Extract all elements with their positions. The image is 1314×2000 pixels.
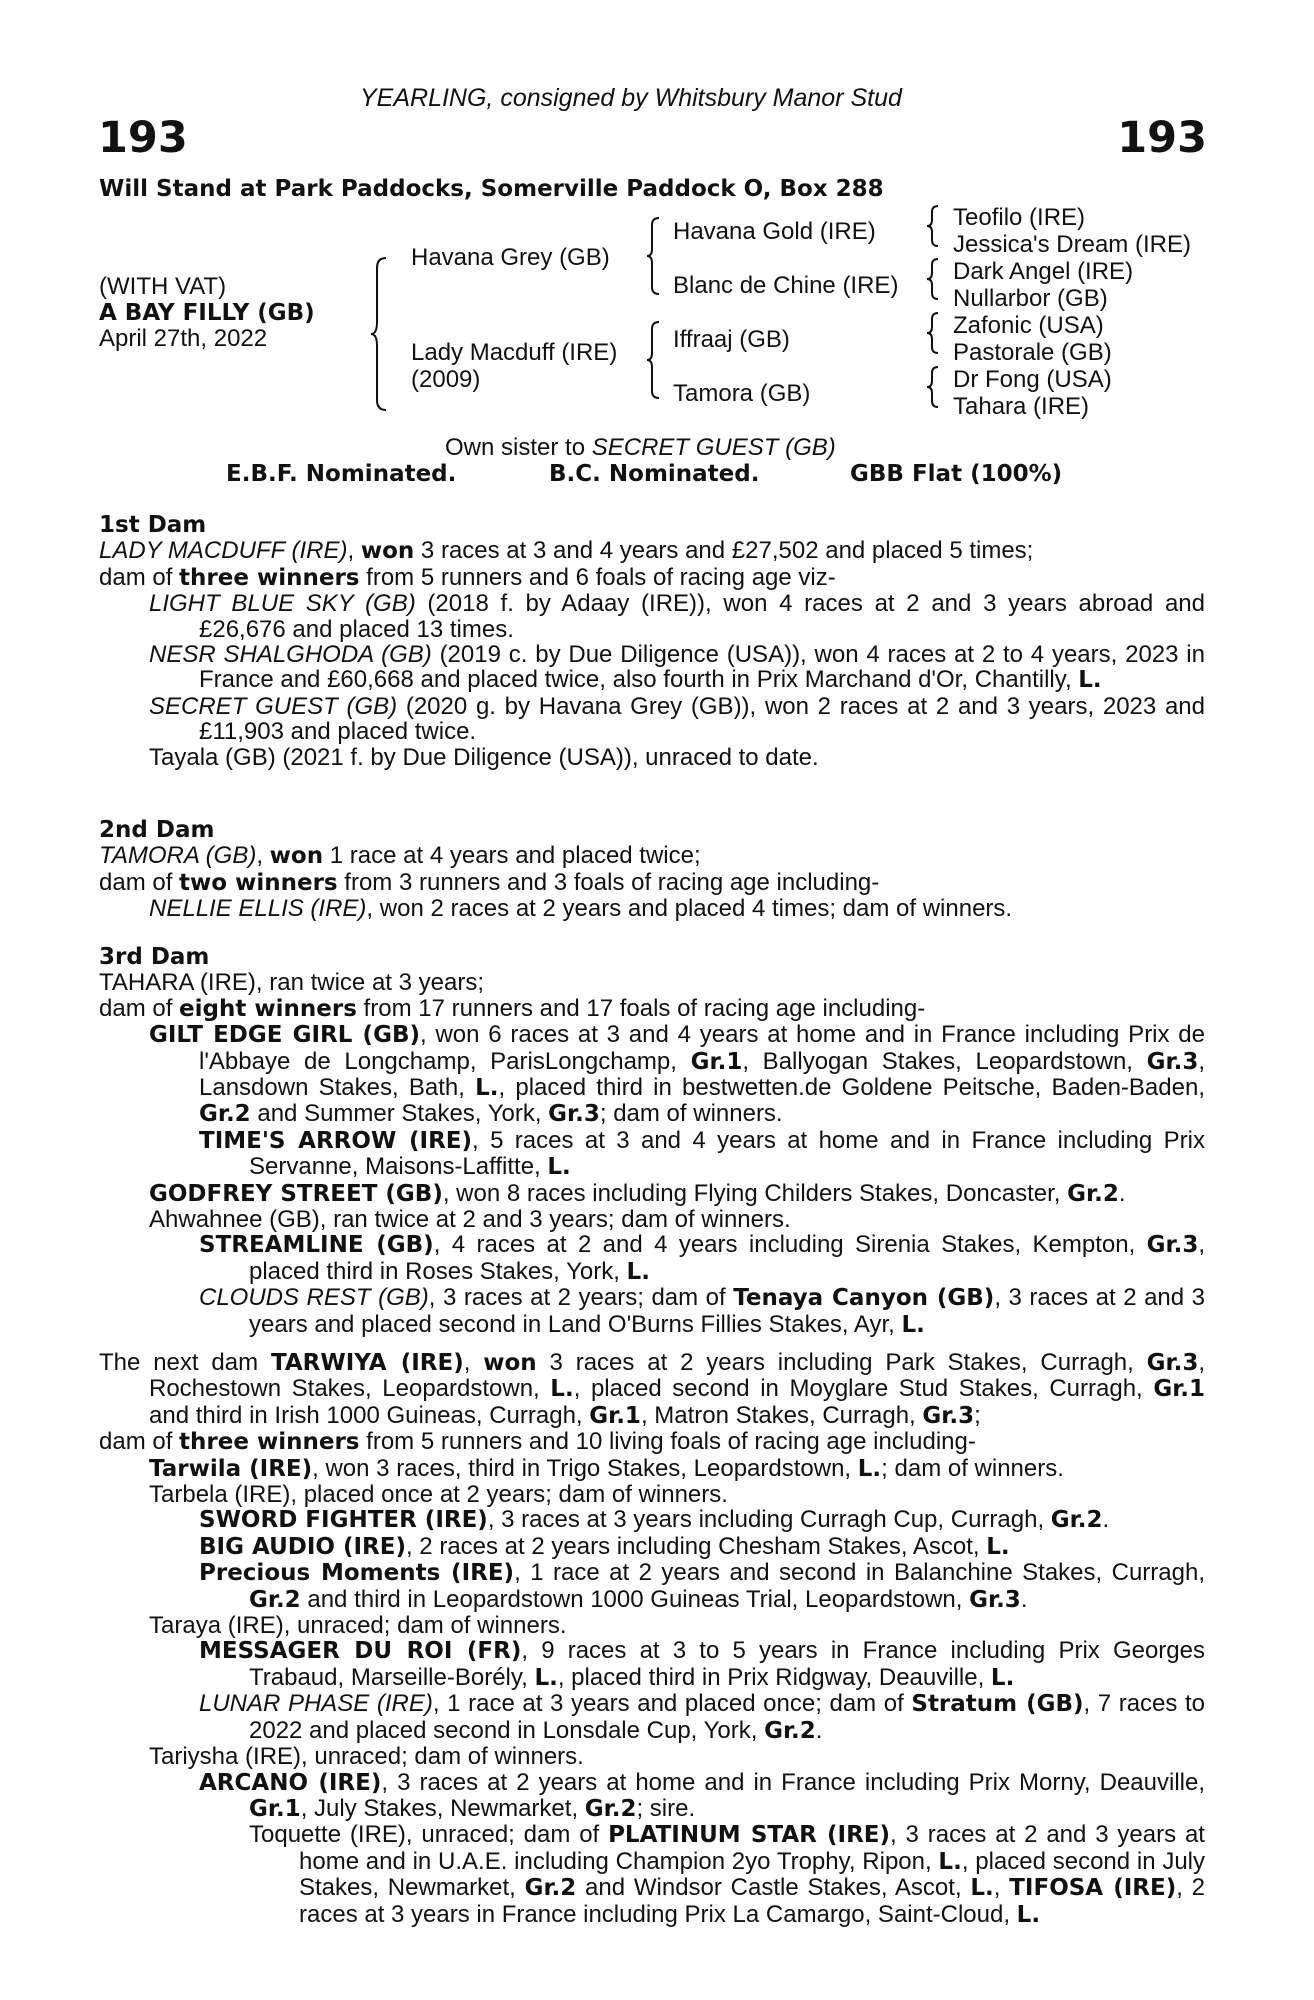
pedigree-sds: Dark Angel (IRE) (953, 258, 1134, 285)
produce-entry: GILT EDGE GIRL (GB), won 6 races at 3 and 4 years at home and in France including Prix de l'Abbaye de Longchamp, ParisLongchamp, Gr.1, Ballyogan Stakes, Leopardstown, Gr.3, Lansdown Stakes, Bath, L., placed third in bestwetten.de Goldene Peitsche, Baden-Baden, Gr.2 and Summer Stakes, York, Gr.3; dam of winners. (149, 1021, 1206, 1128)
produce-entry: NESR SHALGHODA (GB) (2019 c. by Due Diligence (USA)), won 4 races at 2 to 4 years, 2023 in France and £60,668 and placed twice, also fourth in Prix Marchand d'Or, Chantilly, L. (149, 641, 1205, 694)
location-line: Will Stand at Park Paddocks, Somerville Paddock O, Box 288 (99, 176, 884, 202)
pedigree-sdd: Nullarbor (GB) (953, 285, 1108, 312)
produce-entry: Toquette (IRE), unraced; dam of PLATINUM STAR (IRE), 3 races at 2 and 3 years at home and in U.A.E. including Champion 2yo Trophy, Ripon, L., placed second in July Stakes, Newmarket, Gr.2 and Windsor Castle Stakes, Ascot, L., TIFOSA (IRE), 2 races at 3 years in France including Prix La Camargo, Saint-Cloud, L. (249, 1821, 1206, 1928)
produce-entry: MESSAGER DU ROI (FR), 9 races at 3 to 5 years in France including Prix Georges Trabaud, Marseille-Borély, L., placed third in Prix Ridgway, Deauville, L. (199, 1637, 1205, 1691)
produce-entry: LIGHT BLUE SKY (GB) (2018 f. by Adaay (IRE)), won 4 races at 2 and 3 years abroad and £26,676 and placed 13 times. (149, 590, 1205, 643)
produce-entry: GODFREY STREET (GB), won 8 races including Flying Childers Stakes, Doncaster, Gr.2. (149, 1179, 1126, 1207)
sire-name: Havana Grey (GB) (411, 244, 610, 271)
produce-entry: ARCANO (IRE), 3 races at 2 years at home and in France including Prix Morny, Deauville, Gr.1, July Stakes, Newmarket, Gr.2; sire. (199, 1768, 1205, 1822)
lot-number-left: 193 (98, 113, 188, 163)
gbb-flat: GBB Flat (100%) (850, 461, 1063, 487)
produce-entry: Precious Moments (IRE), 1 race at 2 years and second in Balanchine Stakes, Curragh, Gr.2 and third in Leopardstown 1000 Guineas Trial, Leopardstown, Gr.3. (199, 1559, 1206, 1613)
section-heading: 3rd Dam (99, 944, 210, 970)
third-dam-line: TAHARA (IRE), ran twice at 3 years; (99, 969, 484, 997)
vat-label: (WITH VAT) (99, 273, 227, 300)
produce-entry: Tarbela (IRE), placed once at 2 years; dam of winners. (149, 1481, 728, 1509)
produce-entry: SWORD FIGHTER (IRE), 3 races at 3 years including Curragh Cup, Curragh, Gr.2. (199, 1506, 1110, 1534)
ebf-nominated: E.B.F. Nominated. (226, 461, 457, 487)
produce-entry: NELLIE ELLIS (IRE), won 2 races at 2 years and placed 4 times; dam of winners. (149, 895, 1013, 923)
produce-entry: Tariysha (IRE), unraced; dam of winners. (149, 1743, 584, 1771)
second-dam-section (99, 817, 1205, 922)
pedigree-ssd: Jessica's Dream (IRE) (953, 231, 1191, 258)
section-heading: 1st Dam (99, 512, 207, 538)
produce-entry: BIG AUDIO (IRE), 2 races at 2 years including Chesham Stakes, Ascot, L. (199, 1532, 1010, 1560)
own-sister-line (445, 435, 836, 460)
first-dam-line: LADY MACDUFF (IRE), won 3 races at 3 and 4 years and £27,502 and placed 5 times; (99, 537, 1034, 565)
third-dam-produce-summary: dam of eight winners from 17 runners and 17 foals of racing age including- (99, 994, 926, 1022)
pedigree-dss: Zafonic (USA) (953, 312, 1104, 339)
pedigree-ddd: Tahara (IRE) (953, 393, 1090, 420)
dam-year: (2009) (411, 366, 481, 393)
pedigree-sss: Teofilo (IRE) (953, 204, 1086, 231)
bracket-blanc-de-chine (929, 259, 941, 299)
produce-entry: SECRET GUEST (GB) (2020 g. by Havana Grey (GB)), won 2 races at 2 and 3 years, 2023 and £11,903 and placed twice. (149, 692, 1205, 746)
pedigree-dsd: Pastorale (GB) (953, 339, 1112, 366)
sire-sire: Havana Gold (IRE) (673, 218, 876, 245)
produce-entry: Tayala (GB) (2021 f. by Due Diligence (USA)), unraced to date. (149, 743, 819, 771)
produce-entry: LUNAR PHASE (IRE), 1 race at 3 years and placed once; dam of Stratum (GB), 7 races to 2022 and placed second in Lonsdale Cup, York, Gr.2. (199, 1690, 1205, 1744)
foaling-date: April 27th, 2022 (99, 325, 268, 352)
next-dam-section (99, 1350, 1205, 1928)
dam-dam: Tamora (GB) (673, 380, 811, 407)
bracket-sire (649, 218, 661, 294)
second-dam-line: TAMORA (GB), won 1 race at 4 years and placed twice; (99, 842, 701, 870)
consignor-line: YEARLING, consigned by Whitsbury Manor Stud (360, 84, 902, 112)
own-sister-name: SECRET GUEST (GB) (591, 434, 836, 461)
dam-sire: Iffraaj (GB) (673, 326, 790, 353)
bracket-dam (649, 322, 661, 398)
bc-nominated: B.C. Nominated. (549, 461, 760, 487)
bracket-havana-gold (929, 206, 941, 246)
section-heading: 2nd Dam (99, 817, 215, 843)
next-dam-produce-summary: dam of three winners from 5 runners and 10 living foals of racing age including- (99, 1428, 976, 1456)
bracket-tamora (929, 367, 941, 407)
produce-entry: Taraya (IRE), unraced; dam of winners. (149, 1612, 567, 1640)
produce-entry: Tarwila (IRE), won 3 races, third in Trigo Stakes, Leopardstown, L.; dam of winners. (149, 1454, 1064, 1482)
horse-name: A BAY FILLY (GB) (99, 300, 315, 326)
dam-name: Lady Macduff (IRE) (411, 339, 618, 366)
second-dam-produce-summary: dam of two winners from 3 runners and 3 foals of racing age including- (99, 868, 880, 896)
first-dam-section (99, 512, 1205, 770)
own-sister-prefix: Own sister to (445, 434, 592, 461)
bracket-iffraaj (929, 313, 941, 353)
first-dam-produce-summary: dam of three winners from 5 runners and 6 foals of racing age viz- (99, 563, 836, 591)
third-dam-section (99, 944, 1205, 1338)
produce-entry: STREAMLINE (GB), 4 races at 2 and 4 years including Sirenia Stakes, Kempton, Gr.3, placed third in Roses Stakes, York, L. (199, 1231, 1205, 1285)
bracket-main (374, 258, 388, 410)
lot-number-right: 193 (1117, 113, 1207, 163)
pedigree-dds: Dr Fong (USA) (953, 366, 1112, 393)
sire-dam: Blanc de Chine (IRE) (673, 272, 899, 299)
next-dam-line: The next dam TARWIYA (IRE), won 3 races at 2 years including Park Stakes, Curragh, Gr.3, Rochestown Stakes, Leopardstown, L., placed second in Moyglare Stud Stakes, Curragh, Gr.1 and third in Irish 1000 Guineas, Curragh, Gr.1, Matron Stakes, Curragh, Gr.3; (99, 1349, 1206, 1429)
produce-entry: CLOUDS REST (GB), 3 races at 2 years; dam of Tenaya Canyon (GB), 3 races at 2 and 3 years and placed second in Land O'Burns Fillies Stakes, Ayr, L. (199, 1284, 1206, 1338)
produce-entry: TIME'S ARROW (IRE), 5 races at 3 and 4 years at home and in France including Prix Servanne, Maisons-Laffitte, L. (199, 1126, 1205, 1181)
produce-entry: Ahwahnee (GB), ran twice at 2 and 3 years; dam of winners. (149, 1206, 791, 1234)
